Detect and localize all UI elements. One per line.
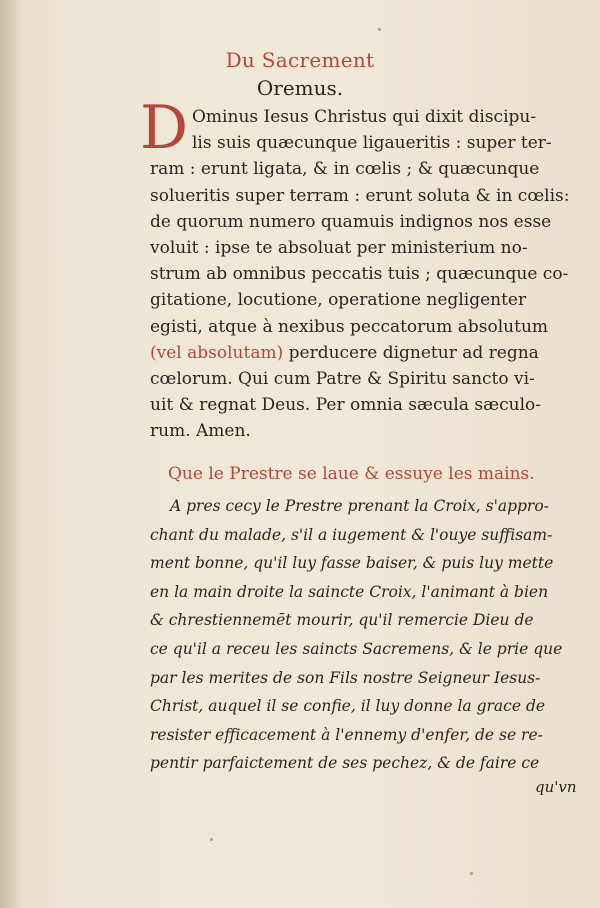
drop-capital: D [140,93,189,163]
text-line: chant du malade, s'il a iugement & l'ouye suffisam- [150,525,553,544]
text-line [150,340,590,366]
text-line: resister efficacement à l'ennemy d'enfer, de se re- [150,725,543,744]
text-line: uit & regnat Deus. Per omnia sæcula sæculo- [150,395,541,416]
ink-speck [378,28,381,31]
text-line: pentir parfaictement de ses pechez, & de faire ce [150,754,540,773]
running-head: Du Sacrement [225,48,375,72]
text-line: cœlorum. Qui cum Patre & Spiritu sancto vi- [150,369,535,390]
text-line: par les merites de son Fils nostre Seigneur Iesus- [150,668,541,687]
text-line: en la main droite la saincte Croix, l'animant à bien [150,582,549,601]
text-line: Christ, auquel il se confie, il luy donne la grace de [150,697,546,716]
text-line-rest: perducere dignetur ad regna [283,342,539,363]
text-line: de quorum numero quamuis indignos nos esse [150,211,552,232]
french-instructions [150,492,590,778]
text-line: strum ab omnibus peccatis tuis ; quæcunque co- [150,264,569,285]
red-rubric-phrase: (vel absolutam) [150,342,284,363]
text-line: lis suis quæcunque ligaueritis : super ter- [192,133,552,154]
text-line: solueritis super terram : erunt soluta & in cœlis: [150,185,570,206]
text-line: ce qu'il a receu les saincts Sacremens, & le prie que [150,639,563,658]
text-line: A pres cecy le Prestre prenant la Croix, s'appro- [170,497,549,515]
text-line: ment bonne, qu'il luy fasse baiser, & puis luy mette [150,554,554,573]
catchword: qu'vn [535,778,577,796]
text-line: voluit : ipse te absoluat per ministerium no- [150,238,528,259]
text-line: ram : erunt ligata, & in cœlis ; & quæcunque [150,159,540,180]
ink-speck [210,838,213,841]
rubric-instruction: Que le Prestre se laue & essuye les mains. [168,464,535,484]
text-line: Ominus Iesus Christus qui dixit discipu- [192,107,537,127]
text-line: gitatione, locutione, operatione negligenter [150,290,527,311]
latin-prayer [150,104,590,445]
prayer-heading: Oremus. [256,76,344,100]
text-line: & chrestiennemēt mourir, qu'il remercie Dieu de [150,611,534,630]
text-line: rum. Amen. [150,421,251,442]
ink-speck [470,872,473,875]
gutter-shadow [0,0,22,908]
text-line: egisti, atque à nexibus peccatorum absolutum [150,316,549,337]
